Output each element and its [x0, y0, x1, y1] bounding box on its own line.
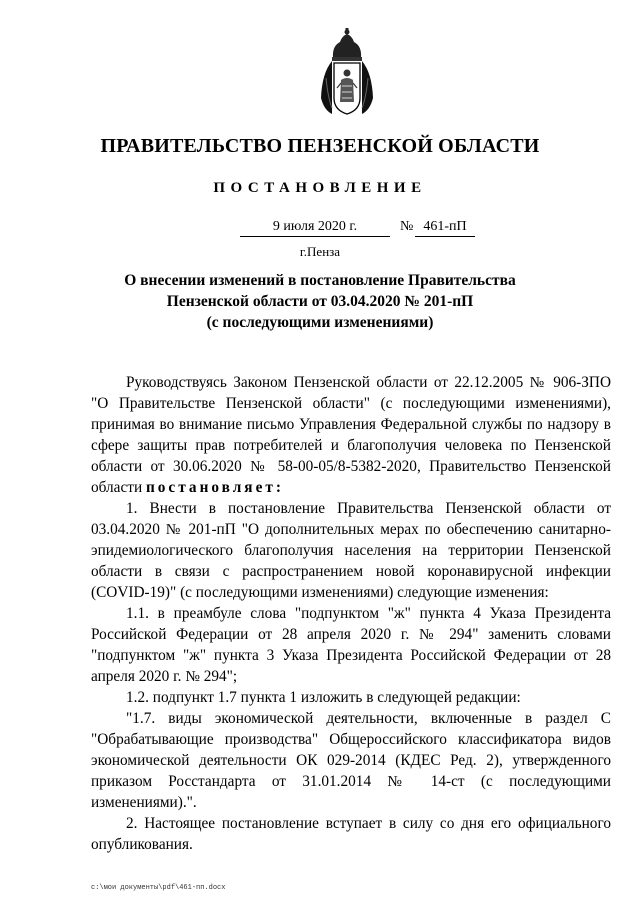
penza-coat-of-arms-icon	[318, 28, 376, 120]
document-body	[91, 372, 611, 855]
body-paragraph: 1.1. в преамбуле слова "подпунктом "ж" пункта 4 Указа Президента Российской Федерации от 28 апреля 2020 г. № 294" заменить словами "подпунктом "ж" пункта 3 Указа Президента Российской Федерации от 28 апреля 2020 г. № 294";	[91, 605, 611, 685]
file-path-footer: c:\мои документы\pdf\461-пп.docx	[91, 884, 226, 892]
title-line: О внесении изменений в постановление Правительства	[124, 272, 516, 289]
document-number: 461-пП	[415, 219, 475, 237]
preamble-paragraph	[91, 372, 611, 498]
preamble-text: Руководствуясь Законом Пензенской области от 22.12.2005 № 906-ЗПО "О Правительстве Пензенской области" (с последующими изменениями), принимая во внимание письмо Управления Федеральной службы по надзору в сфере защиты прав потребителей и благополучия человека по Пензенской области от 30.06.2020 № 58-00-05/8-5382-2020, Правительство Пензенской области	[91, 374, 611, 496]
decree-word: постановляет:	[145, 479, 284, 496]
body-paragraph: "1.7. виды экономической деятельности, включенные в раздел С "Обрабатывающие производства" Общероссийского классификатора видов экономической деятельности ОК 029-2014 (КДЕС Ред. 2), утвержденного приказом Росстандарта от 31.01.2014 № 14-ст (с последующими изменениями).".	[91, 710, 611, 811]
body-paragraph: 1. Внести в постановление Правительства Пензенской области от 03.04.2020 № 201-пП "О дополнительных мерах по обеспечению санитарно-эпидемиологического благополучия населения на территории Пензенской области в связи с распространением новой коронавирусной инфекции (COVID-19)" (с последующими изменениями) следующие изменения:	[91, 500, 611, 601]
document-title	[0, 270, 640, 333]
title-line: Пензенской области от 03.04.2020 № 201-пП	[166, 293, 474, 310]
organization-name: ПРАВИТЕЛЬСТВО ПЕНЗЕНСКОЙ ОБЛАСТИ	[100, 135, 540, 157]
title-line: (с последующими изменениями)	[206, 314, 434, 331]
document-date: 9 июля 2020 г.	[240, 219, 390, 237]
city: г.Пенза	[299, 244, 341, 259]
body-paragraph: 2. Настоящее постановление вступает в силу со дня его официального опубликования.	[91, 815, 611, 853]
number-sign: №	[400, 219, 414, 234]
document-type: ПОСТАНОВЛЕНИЕ	[213, 180, 427, 196]
body-paragraph: 1.2. подпункт 1.7 пункта 1 изложить в следующей редакции:	[126, 689, 521, 706]
